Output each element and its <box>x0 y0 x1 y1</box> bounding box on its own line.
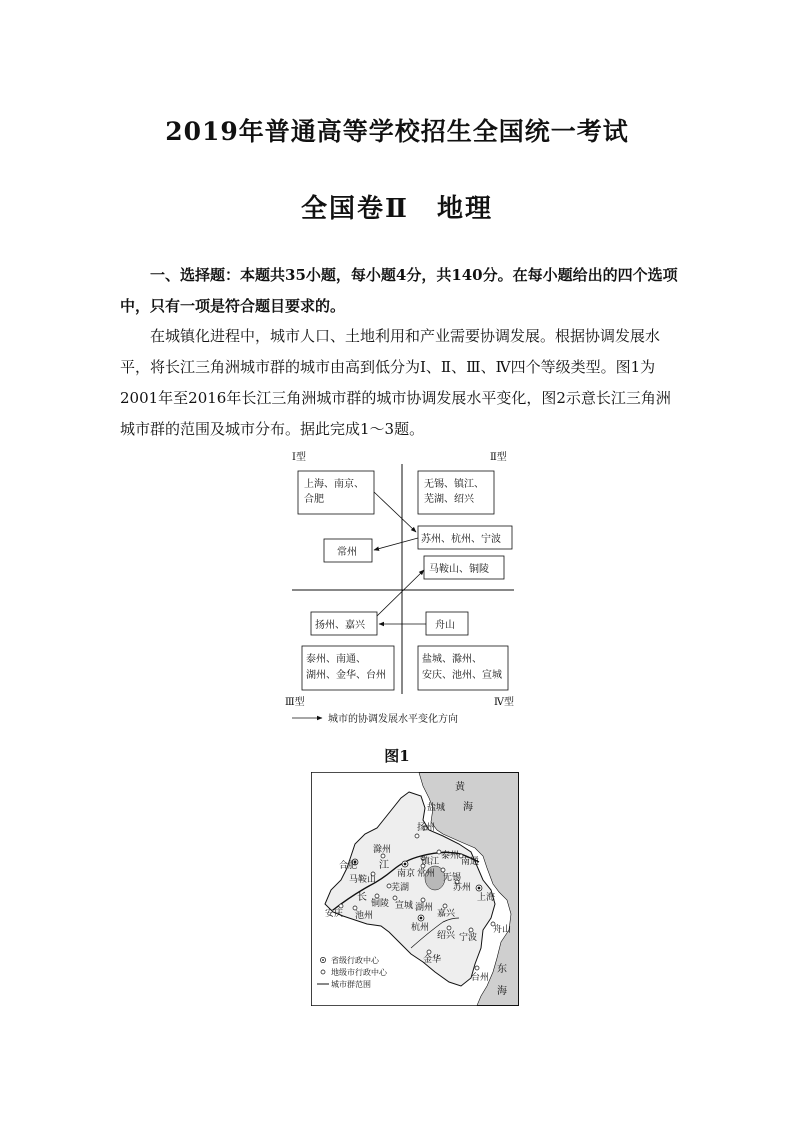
city-shaoxing: 绍兴 <box>437 931 456 941</box>
city-maanshan: 马鞍山 <box>349 875 377 885</box>
box-type1 <box>298 471 374 514</box>
box-type4-line2: 安庆、池州、宣城 <box>422 670 502 681</box>
legend-boundary: 城市群范围 <box>331 980 371 989</box>
sea-huang-1: 黄 <box>455 782 465 793</box>
city-taizhou-zj: 台州 <box>471 973 490 983</box>
box-zhoushan-text: 舟山 <box>435 620 455 631</box>
box-type3 <box>302 646 394 690</box>
quadrant-label-4: Ⅳ型 <box>494 697 514 708</box>
city-hefei: 合肥 <box>339 861 358 871</box>
city-chuzhou: 滁州 <box>373 845 392 855</box>
sea-dong-2: 海 <box>497 986 507 997</box>
figure1-quadrant-diagram <box>280 446 520 736</box>
quadrant-label-2: Ⅱ型 <box>490 452 507 463</box>
city-yangzhou: 扬州 <box>417 823 436 833</box>
legend-prefecture: 地级市行政中心 <box>331 968 387 977</box>
city-taizhou-js: 泰州 <box>441 851 460 861</box>
arrow-yangzhou-to-maanshan <box>377 570 424 616</box>
exam-subtitle: 全国卷Ⅱ 地理 <box>301 194 493 224</box>
city-jinhua: 金华 <box>423 955 442 965</box>
river-label-chang: 长 <box>357 892 367 903</box>
city-nanjing: 南京 <box>397 869 416 879</box>
figure2-map <box>311 772 519 1006</box>
box-type1-line2: 合肥 <box>304 494 324 505</box>
arrow-q1-to-suzhou <box>374 492 416 532</box>
city-jiaxing: 嘉兴 <box>437 909 456 919</box>
river-label-jiang: 江 <box>379 860 389 871</box>
city-xuancheng: 宣城 <box>395 901 414 911</box>
box-type4 <box>418 646 508 690</box>
box-type2-line2: 芜湖、绍兴 <box>424 494 474 505</box>
legend-text: 城市的协调发展水平变化方向 <box>328 714 458 725</box>
passage-text: 在城镇化进程中，城市人口、土地利用和产业需要协调发展。根据协调发展水平，将长江三角洲城市群的城市由高到低分为Ⅰ、Ⅱ、Ⅲ、Ⅳ四个等级类型。图1为2001年至2016年长江三角洲城市群的城市协调发展水平变化，图2示意长江三角洲城市群的范围及城市分布。据此完成1～3题。 <box>120 327 671 438</box>
figure1-caption: 图1 <box>384 747 410 765</box>
city-nantong: 南通 <box>461 857 480 867</box>
quadrant-label-1: Ⅰ型 <box>292 452 306 463</box>
box-yangzhou-text: 扬州、嘉兴 <box>315 620 365 631</box>
city-ningbo: 宁波 <box>459 933 478 943</box>
city-hangzhou: 杭州 <box>411 923 430 933</box>
city-anqing: 安庆 <box>325 909 344 919</box>
section-heading: 一、选择题：本题共35小题，每小题4分，共140分。在每小题给出的四个选项中，只有一项是符合题目要求的。 <box>120 266 678 315</box>
box-type2-line1: 无锡、镇江、 <box>424 479 484 490</box>
exam-title: 2019年普通高等学校招生全国统一考试 <box>165 117 629 146</box>
city-yancheng: 盐城 <box>427 803 446 813</box>
city-wuhu: 芜湖 <box>391 883 410 893</box>
arrow-suzhou-to-changzhou <box>374 538 418 550</box>
box-maanshan-text: 马鞍山、铜陵 <box>429 564 489 575</box>
city-zhoushan: 舟山 <box>493 925 512 935</box>
quadrant-label-3: Ⅲ型 <box>285 697 305 708</box>
city-suzhou: 苏州 <box>453 883 472 893</box>
city-shanghai: 上海 <box>477 893 496 903</box>
city-changzhou: 常州 <box>417 869 436 879</box>
sea-huang-2: 海 <box>463 802 473 813</box>
city-zhenjiang: 镇江 <box>421 857 440 867</box>
sea-dong-1: 东 <box>497 964 507 975</box>
city-chizhou: 池州 <box>355 911 374 921</box>
box-type2 <box>418 471 494 514</box>
box-changzhou-text: 常州 <box>337 547 357 558</box>
box-type1-line1: 上海、南京、 <box>304 479 364 490</box>
box-type3-line1: 泰州、南通、 <box>306 654 366 665</box>
legend-provincial: 省级行政中心 <box>331 956 379 965</box>
city-huzhou: 湖州 <box>415 903 434 913</box>
box-suzhou-text: 苏州、杭州、宁波 <box>421 534 501 545</box>
box-type4-line1: 盐城、滁州、 <box>422 654 482 665</box>
box-type3-line2: 湖州、金华、台州 <box>306 670 386 681</box>
city-wuxi: 无锡 <box>443 873 462 883</box>
city-tongling: 铜陵 <box>371 899 390 909</box>
